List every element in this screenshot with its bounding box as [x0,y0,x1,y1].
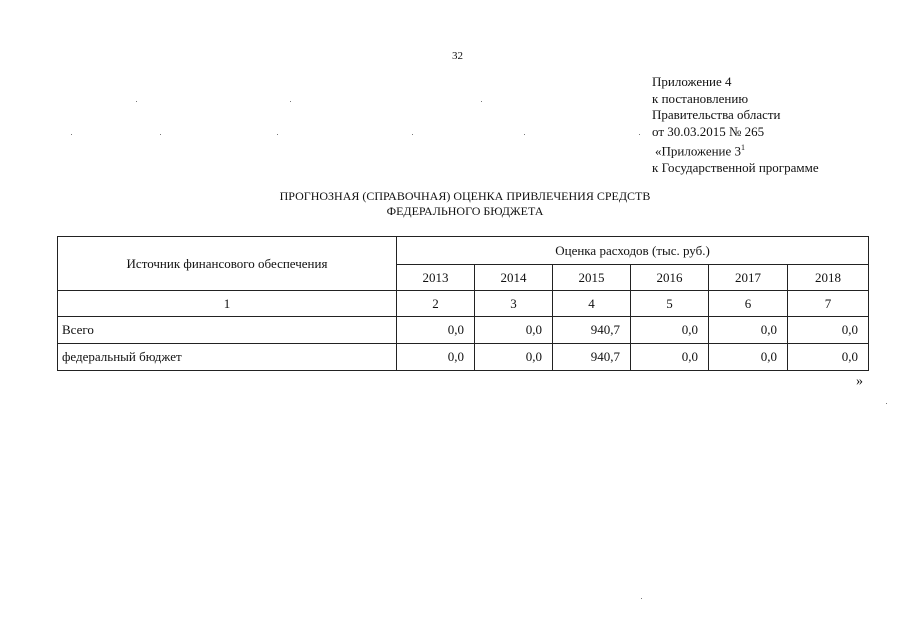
table-header-row [58,237,869,265]
estimate-column-header: Оценка расходов (тыс. руб.) [397,237,869,265]
appendix-line: Правительства области [652,107,781,122]
column-number: 7 [788,291,869,317]
table-cell: 940,7 [553,344,631,371]
scan-speck [71,134,72,135]
scan-speck [481,101,482,102]
appendix-line: к Государственной программе [652,159,819,175]
scan-speck [136,101,137,102]
scan-speck [160,134,161,135]
column-number: 3 [475,291,553,317]
table-row [58,344,869,371]
column-number: 4 [553,291,631,317]
document-title-line: ФЕДЕРАЛЬНОГО БЮДЖЕТА [386,204,544,218]
scan-speck [277,134,278,135]
document-title-line: ПРОГНОЗНАЯ (СПРАВОЧНАЯ) ОЦЕНКА ПРИВЛЕЧЕНИЯ СРЕДСТВ [279,189,651,203]
table-cell: 0,0 [475,344,553,371]
scan-speck [639,134,640,135]
year-header: 2017 [709,265,788,291]
table-cell: 0,0 [709,317,788,344]
source-column-header: Источник финансового обеспечения [58,237,397,291]
table-cell: 0,0 [788,344,869,371]
year-header: 2013 [397,265,475,291]
table-cell: 0,0 [397,344,475,371]
table-cell: 0,0 [788,317,869,344]
row-label: Всего [58,317,397,344]
appendix-line: от 30.03.2015 № 265 [652,123,765,139]
column-number: 1 [58,291,397,317]
table-cell: 0,0 [631,344,709,371]
scan-speck [641,598,642,599]
appendix-line-ref [652,140,819,160]
table-column-numbers-row [58,291,869,317]
table-cell: 0,0 [475,317,553,344]
year-header: 2015 [553,265,631,291]
funding-estimate-table [57,236,869,371]
table-cell: 0,0 [631,317,709,344]
column-number: 6 [709,291,788,317]
scan-speck [524,134,525,135]
year-header: 2018 [788,265,869,291]
closing-quote: » [856,374,863,389]
table-cell: 0,0 [397,317,475,344]
appendix-line: к постановлению [652,90,749,106]
year-header: 2016 [631,265,709,291]
row-label: федеральный бюджет [58,344,397,371]
table-row [58,317,869,344]
year-header: 2014 [475,265,553,291]
appendix-ref-text: «Приложение 3 [655,143,742,159]
column-number: 2 [397,291,475,317]
column-number: 5 [631,291,709,317]
document-title [200,189,730,219]
table-cell: 0,0 [709,344,788,371]
appendix-block [652,74,819,176]
scan-speck [412,134,413,135]
table-cell: 940,7 [553,317,631,344]
page-number: 32 [452,50,463,62]
appendix-line: Приложение 4 [652,74,732,89]
appendix-ref-superscript: 1 [741,143,746,152]
scan-speck [886,403,887,404]
scan-speck [290,101,291,102]
